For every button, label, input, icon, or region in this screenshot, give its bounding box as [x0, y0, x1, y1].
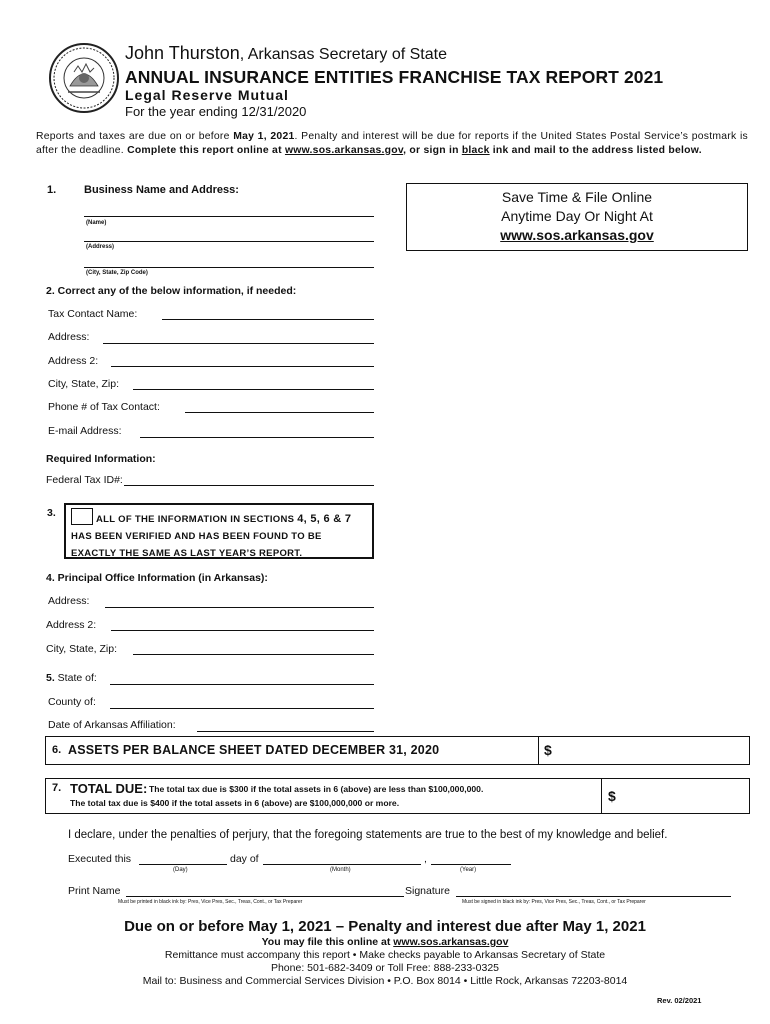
affiliation-label: Date of Arkansas Affiliation: — [48, 719, 176, 731]
intro-text: , or sign in — [403, 144, 462, 156]
report-title: ANNUAL INSURANCE ENTITIES FRANCHISE TAX REPORT 2021 — [125, 67, 664, 87]
executed-label: Executed this — [68, 853, 132, 865]
day-input[interactable] — [139, 864, 227, 865]
tax-contact-input[interactable] — [162, 319, 374, 320]
s4-address-input[interactable] — [105, 607, 374, 608]
year-caption: (Year) — [460, 867, 477, 873]
section3-text: ALL OF THE INFORMATION IN SECTIONS — [96, 514, 298, 525]
business-city-input[interactable] — [84, 267, 374, 268]
total-due-line2: The total tax due is $400 if the total assets in 6 (above) are $100,000,000 or more. — [70, 798, 400, 808]
s2-address2-label: Address 2: — [48, 355, 99, 367]
business-address-input[interactable] — [84, 241, 374, 242]
phone-line: Phone: 501-682-3409 or Toll Free: 888-233-0325 — [270, 962, 500, 974]
state-of-input[interactable] — [110, 684, 374, 685]
intro-text: ink and mail to the address listed below. — [489, 144, 702, 156]
revision-label: Rev. 02/2021 — [657, 996, 702, 1005]
section4-title: 4. Principal Office Information (in Arkansas): — [46, 572, 268, 584]
section3-line3: EXACTLY THE SAME AS LAST YEAR’S REPORT. — [71, 548, 303, 559]
address-caption: (Address) — [86, 244, 115, 250]
mail-line: Mail to: Business and Commercial Services Division • P.O. Box 8014 • Little Rock, Arkansas 72203-8014 — [142, 975, 628, 987]
signature-label: Signature — [405, 885, 450, 897]
entity-type: Legal Reserve Mutual — [125, 87, 289, 103]
intro-url-link[interactable]: www.sos.arkansas.gov — [284, 144, 404, 156]
section1-title: Business Name and Address: — [84, 184, 239, 196]
print-name-input[interactable] — [126, 896, 404, 897]
section3-sections: 4, 5, 6 & 7 — [297, 513, 352, 525]
section5-number: 5. — [46, 672, 55, 684]
month-input[interactable] — [263, 864, 421, 865]
assets-row — [45, 736, 750, 765]
required-title: Required Information: — [46, 453, 156, 465]
affiliation-input[interactable] — [197, 731, 374, 732]
print-name-caption: Must be printed in black ink by: Pres, Vice Pres, Sec., Treas, Cont., or Tax Preparer — [118, 899, 303, 905]
due-banner: Due on or before May 1, 2021 – Penalty and interest due after May 1, 2021 — [124, 918, 646, 935]
remittance-line: Remittance must accompany this report • Make checks payable to Arkansas Secretary of State — [164, 949, 606, 961]
year-ending: For the year ending 12/31/2020 — [125, 104, 307, 119]
s4-address2-input[interactable] — [111, 630, 374, 631]
total-due-dollar: $ — [608, 788, 616, 804]
same-as-last-year-checkbox[interactable] — [71, 508, 93, 525]
city-caption: (City, State, Zip Code) — [86, 270, 148, 276]
intro-paragraph — [36, 130, 748, 157]
intro-text: . Penalty and interest will be due for reports if the United States Postal Service’s postmark is after the deadline. — [36, 131, 748, 156]
s4-city-input[interactable] — [133, 654, 374, 655]
name-caption: (Name) — [86, 220, 107, 226]
promo-url-link[interactable]: www.sos.arkansas.gov — [500, 227, 654, 243]
email-input[interactable] — [140, 437, 374, 438]
phone-input[interactable] — [185, 412, 374, 413]
signature-caption: Must be signed in black ink by: Pres, Vice Pres, Sec., Treas, Cont., or Tax Preparer — [462, 899, 646, 905]
total-due-line1: The total tax due is $300 if the total assets in 6 (above) are less than $100,000,000. — [149, 784, 484, 794]
declaration-text: I declare, under the penalties of perjury, that the foregoing statements are true to the best of my knowledge and belief. — [68, 829, 668, 841]
file-online-box — [406, 183, 748, 251]
county-label: County of: — [48, 696, 96, 708]
intro-text: Complete this report online at — [127, 144, 285, 156]
day-of-label: day of — [230, 853, 259, 865]
comma: , — [424, 853, 427, 865]
s2-address-label: Address: — [48, 331, 90, 343]
official-title: , Arkansas Secretary of State — [239, 46, 447, 63]
tax-contact-label: Tax Contact Name: — [48, 308, 138, 320]
assets-input[interactable] — [558, 737, 748, 764]
federal-tax-label: Federal Tax ID#: — [46, 474, 123, 486]
s4-city-label: City, State, Zip: — [46, 643, 117, 655]
secretary-of-state-line — [125, 43, 447, 64]
intro-ink: black — [461, 144, 490, 156]
state-of-label — [46, 672, 97, 684]
year-input[interactable] — [431, 864, 511, 865]
intro-due-date: May 1, 2021 — [233, 131, 295, 142]
file-online-line — [0, 936, 770, 948]
arkansas-seal-logo — [48, 42, 120, 114]
same-as-last-year-box — [64, 503, 374, 559]
business-name-input[interactable] — [84, 216, 374, 217]
total-due-label: TOTAL DUE: — [70, 781, 148, 796]
email-label: E-mail Address: — [48, 425, 122, 437]
s4-address2-label: Address 2: — [46, 619, 97, 631]
federal-tax-input[interactable] — [124, 485, 374, 486]
footer-url-link[interactable]: www.sos.arkansas.gov — [393, 936, 509, 948]
section2-title: 2. Correct any of the below information, if needed: — [46, 285, 297, 297]
online-prefix: You may file this online at — [261, 936, 394, 948]
county-input[interactable] — [110, 708, 374, 709]
signature-input[interactable] — [456, 896, 731, 897]
month-caption: (Month) — [330, 867, 351, 873]
s2-address-input[interactable] — [103, 343, 374, 344]
promo-line2: Anytime Day Or Night At — [501, 208, 653, 224]
assets-label: ASSETS PER BALANCE SHEET DATED DECEMBER 31, 2020 — [68, 743, 440, 757]
phone-label: Phone # of Tax Contact: — [48, 401, 160, 413]
assets-dollar: $ — [544, 742, 552, 758]
section6-number: 6. — [52, 744, 62, 756]
total-due-input[interactable] — [621, 779, 749, 813]
section3-line2: HAS BEEN VERIFIED AND HAS BEEN FOUND TO BE — [71, 531, 322, 542]
section3-number: 3. — [47, 507, 56, 519]
state-of-text: State of: — [54, 672, 97, 684]
section7-number: 7. — [52, 782, 62, 794]
section3-line1 — [71, 508, 367, 528]
official-name: John Thurston — [125, 43, 240, 63]
s2-address2-input[interactable] — [111, 366, 374, 367]
day-caption: (Day) — [173, 867, 188, 873]
section1-number: 1. — [47, 184, 57, 196]
s2-city-label: City, State, Zip: — [48, 378, 119, 390]
promo-line1: Save Time & File Online — [501, 189, 653, 205]
total-due-row — [45, 778, 750, 814]
print-name-label: Print Name — [68, 885, 121, 897]
s4-address-label: Address: — [48, 595, 90, 607]
intro-text: Reports and taxes are due on or before — [36, 131, 234, 142]
s2-city-input[interactable] — [133, 389, 374, 390]
